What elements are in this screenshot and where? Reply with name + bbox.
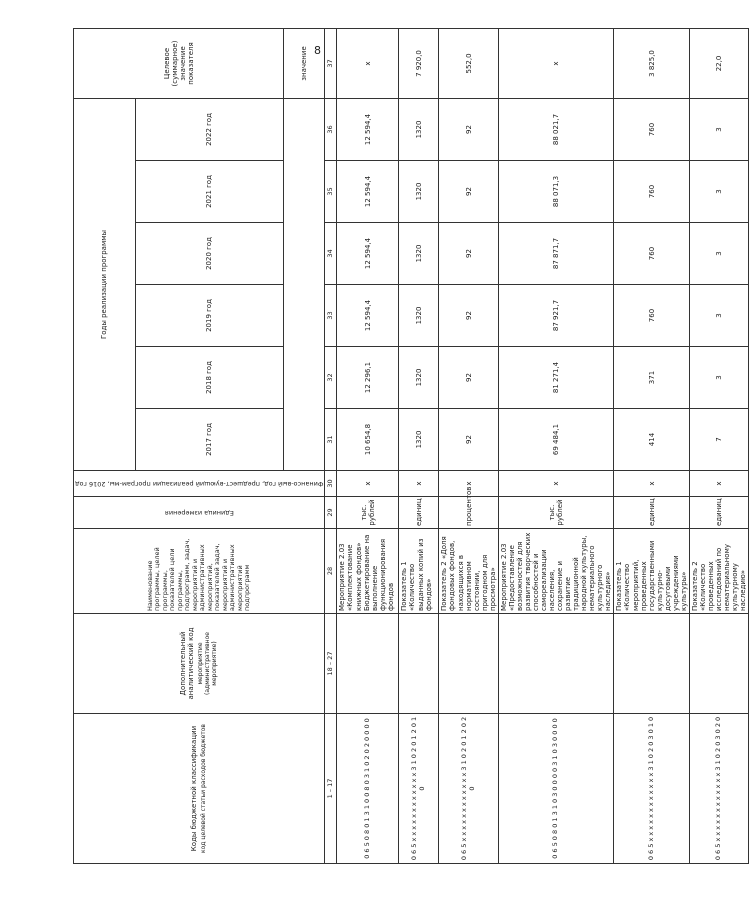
unit-cell: единиц — [399, 497, 439, 529]
value-cell: 12 594,4 — [337, 223, 399, 285]
target-cell: 7 920,0 — [399, 28, 439, 98]
unit-header: Единица измерения — [74, 497, 325, 529]
value-cell: 12 594,4 — [337, 285, 399, 347]
year-2022: 2022 год — [135, 98, 283, 160]
column-number: 32 — [325, 347, 337, 409]
analytic-cell — [689, 614, 748, 714]
target-cell: 552,0 — [439, 28, 498, 98]
name-cell: Мероприятие 2.03 «Комплектование книжных фондов» Бюджетирование на выполнение функционирования фондов — [337, 529, 399, 614]
value-cell: 371 — [614, 347, 689, 409]
target-header: Целевое (суммарное) значение показателя — [74, 28, 284, 98]
codes-cell: 0 6 5 x x x x x x x x x x x x 3 1 0 2 0 1 2 0 2 0 — [439, 714, 498, 864]
rotated-table-container — [73, 40, 748, 864]
analytic-cell — [498, 614, 614, 714]
column-number: 34 — [325, 223, 337, 285]
name-cell: Показатель 2 «Количество проведенных исследований по нематериальному культурному наследию» — [689, 529, 748, 614]
finance-cell: x — [439, 471, 498, 497]
unit-cell: тыс. рублей — [337, 497, 399, 529]
column-number: 29 — [325, 497, 337, 529]
value-cell: 92 — [439, 285, 498, 347]
target-cell: x — [337, 28, 399, 98]
column-number: 33 — [325, 285, 337, 347]
value-cell: 12 594,4 — [337, 98, 399, 160]
value-cell: 92 — [439, 98, 498, 160]
value-cell: 760 — [614, 285, 689, 347]
unit-cell: тыс. рублей — [498, 497, 614, 529]
name-cell: Показатель 2 «Доля фондовых фондов, находящихся в нормативном состоянии, пригодном для просмотра» — [439, 529, 498, 614]
column-number: 30 — [325, 471, 337, 497]
value-cell: 88 071,3 — [498, 161, 614, 223]
value-cell: 760 — [614, 161, 689, 223]
target-cell: 22,0 — [689, 28, 748, 98]
value-cell: 1320 — [399, 409, 439, 471]
value-cell: 1320 — [399, 161, 439, 223]
table-row — [498, 28, 614, 863]
value-cell: 7 — [689, 409, 748, 471]
value-cell: 3 — [689, 223, 748, 285]
value-cell: 92 — [439, 347, 498, 409]
column-numbers-row — [325, 28, 337, 863]
value-cell: 10 654,8 — [337, 409, 399, 471]
value-cell: 760 — [614, 223, 689, 285]
column-number: 1 – 17 — [325, 714, 337, 864]
value-cell: 3 — [689, 161, 748, 223]
name-cell: Показатель 1 «Количество выданных копий из фондов» — [399, 529, 439, 614]
finance-cell: x — [689, 471, 748, 497]
years-subheader — [284, 98, 325, 470]
codes-cell: 0 6 5 0 8 0 1 3 1 0 3 0 0 0 0 3 1 0 3 0 0 0 0 — [498, 714, 614, 864]
finance-cell: x — [498, 471, 614, 497]
analytic-cell — [614, 614, 689, 714]
value-cell: 92 — [439, 223, 498, 285]
name-cell: Показатель 1 «Количество мероприятий, проведенных государственными культурно-досуговыми учреждениями культуры» — [614, 529, 689, 614]
codes-cell: 0 6 5 x x x x x x x x x x x x 3 1 0 2 0 3 0 1 0 — [614, 714, 689, 864]
budget-codes-header: Коды бюджетной классификации код целевой статьи расходов бюджетов — [74, 714, 325, 864]
target-cell: x — [498, 28, 614, 98]
value-cell: 87 871,7 — [498, 223, 614, 285]
finance-cell: x — [399, 471, 439, 497]
column-number: 35 — [325, 161, 337, 223]
unit-cell: единиц — [689, 497, 748, 529]
value-cell: 3 — [689, 347, 748, 409]
unit-cell: процентов — [439, 497, 498, 529]
column-number: 37 — [325, 28, 337, 98]
value-cell: 1320 — [399, 98, 439, 160]
column-number: 18 – 27 — [325, 614, 337, 714]
target-value-header: значение — [284, 28, 325, 98]
column-number: 28 — [325, 529, 337, 614]
year-2018: 2018 год — [135, 347, 283, 409]
value-cell: 1320 — [399, 285, 439, 347]
unit-cell: единиц — [614, 497, 689, 529]
table-row — [689, 28, 748, 863]
target-cell: 3 825,0 — [614, 28, 689, 98]
codes-cell: 0 6 5 x x x x x x x x x x x x 3 1 0 2 0 3 0 2 0 — [689, 714, 748, 864]
year-2020: 2020 год — [135, 223, 283, 285]
page-number: 8 — [314, 44, 321, 57]
value-cell: 414 — [614, 409, 689, 471]
value-cell: 92 — [439, 409, 498, 471]
codes-cell: 0 6 5 0 8 0 1 3 1 0 0 8 0 3 1 0 2 0 2 0 0 0 0 — [337, 714, 399, 864]
name-header: Наименование программы, целей программы, показателей цели программы, подпрограмм, задач, мероприятий и административных мероприятий, показателей задач, мероприятий и административных мероприятий подпрограмм — [74, 529, 325, 614]
year-2017: 2017 год — [135, 409, 283, 471]
program-indicators-table — [73, 28, 749, 864]
value-cell: 1320 — [399, 223, 439, 285]
year-2019: 2019 год — [135, 285, 283, 347]
value-cell: 87 921,7 — [498, 285, 614, 347]
table-row — [399, 28, 439, 863]
table-row — [337, 28, 399, 863]
finance-cell: x — [337, 471, 399, 497]
value-cell: 81 271,4 — [498, 347, 614, 409]
finance-cell: x — [614, 471, 689, 497]
value-cell: 12 296,1 — [337, 347, 399, 409]
analytic-cell — [337, 614, 399, 714]
analytic-cell — [439, 614, 498, 714]
finance-year-header: Финансо-вый год, предшест-вующий реализации програм-мы, 2016 год — [74, 471, 325, 497]
value-cell: 3 — [689, 285, 748, 347]
value-cell: 3 — [689, 98, 748, 160]
analytic-cell — [399, 614, 439, 714]
column-number: 31 — [325, 409, 337, 471]
value-cell: 88 021,7 — [498, 98, 614, 160]
year-2021: 2021 год — [135, 161, 283, 223]
value-cell: 12 594,4 — [337, 161, 399, 223]
analytic-code-header: Дополнительный аналитический код мероприятие (административное мероприятие) — [74, 614, 325, 714]
value-cell: 69 484,1 — [498, 409, 614, 471]
codes-cell: 0 6 5 x x x x x x x x x x x x 3 1 0 2 0 1 2 0 1 0 — [399, 714, 439, 864]
name-cell: Мероприятие 2.03 «Предоставление возможностей для развития творческих способностей и самореализации населения, сохранение и развитие традиционной народной культуры, нематериального культурного наследия» — [498, 529, 614, 614]
column-number: 36 — [325, 98, 337, 160]
years-header: Годы реализации программы — [74, 98, 136, 470]
value-cell: 1320 — [399, 347, 439, 409]
table-row — [439, 28, 498, 863]
table-row — [614, 28, 689, 863]
value-cell: 760 — [614, 98, 689, 160]
value-cell: 92 — [439, 161, 498, 223]
